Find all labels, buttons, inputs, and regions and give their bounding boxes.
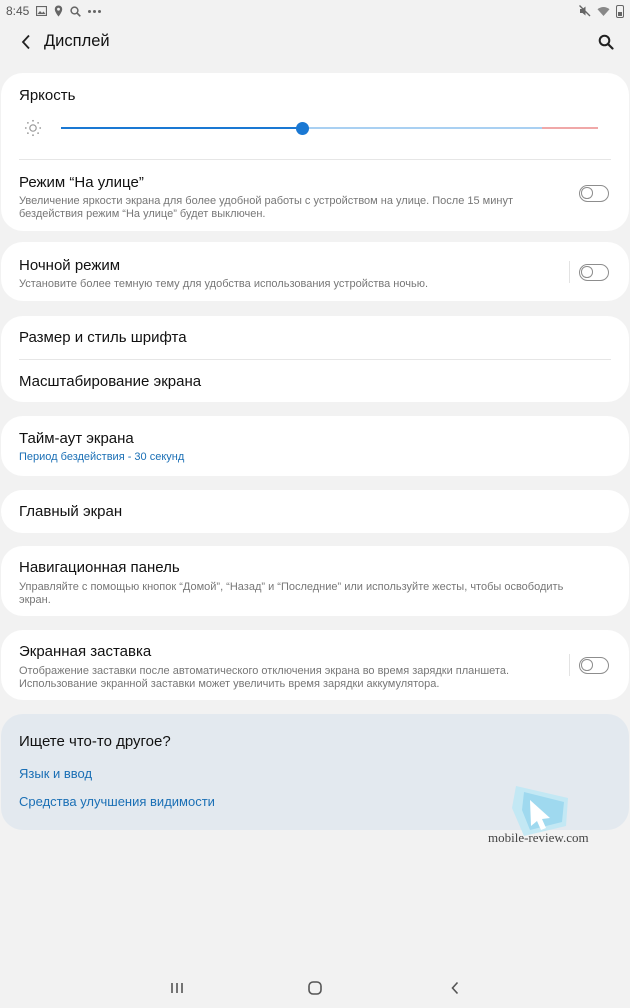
outdoor-mode-subtitle-1: Увеличение яркости экрана для более удобной работы с устройством на улице. После 15 минут bbox=[19, 195, 513, 207]
page-title: Дисплей bbox=[44, 32, 110, 50]
night-mode-toggle[interactable] bbox=[579, 264, 609, 281]
nav-panel-card bbox=[1, 546, 629, 616]
home-screen-title: Главный экран bbox=[19, 503, 123, 520]
brightness-card bbox=[1, 73, 629, 231]
recents-button[interactable] bbox=[163, 976, 191, 1000]
back-nav-button[interactable] bbox=[441, 976, 469, 1000]
font-card bbox=[1, 316, 629, 402]
status-bar bbox=[0, 0, 630, 22]
battery-icon bbox=[616, 5, 624, 18]
nav-panel-title: Навигационная панель bbox=[19, 559, 180, 576]
vertical-separator bbox=[569, 654, 570, 676]
screen-timeout-subtitle: Период бездействия - 30 секунд bbox=[19, 451, 185, 463]
status-time: 8:45 bbox=[6, 4, 30, 18]
screen-timeout-row[interactable] bbox=[1, 416, 629, 476]
back-icon bbox=[450, 981, 460, 995]
wifi-icon bbox=[597, 6, 610, 17]
brightness-slider-track[interactable] bbox=[303, 127, 542, 129]
night-mode-title: Ночной режим bbox=[19, 257, 121, 274]
home-button[interactable] bbox=[301, 976, 329, 1000]
screen-zoom-row[interactable] bbox=[1, 359, 629, 402]
night-mode-row[interactable] bbox=[1, 242, 629, 301]
search-button[interactable] bbox=[594, 30, 618, 54]
timeout-card bbox=[1, 416, 629, 476]
app-bar bbox=[0, 22, 630, 62]
screen-timeout-title: Тайм-аут экрана bbox=[19, 430, 134, 447]
screensaver-title: Экранная заставка bbox=[19, 643, 152, 660]
home-screen-row[interactable] bbox=[1, 490, 629, 533]
watermark-text: mobile-review.com bbox=[488, 830, 589, 845]
brightness-label: Яркость bbox=[19, 87, 76, 104]
home-icon bbox=[307, 980, 323, 996]
more-icon bbox=[88, 10, 101, 13]
outdoor-mode-toggle[interactable] bbox=[579, 185, 609, 202]
screen-zoom-title: Масштабирование экрана bbox=[19, 373, 202, 390]
visibility-enhancements-link[interactable]: Средства улучшения видимости bbox=[19, 794, 215, 809]
location-icon bbox=[54, 5, 63, 17]
gallery-icon bbox=[36, 6, 47, 16]
vertical-separator bbox=[569, 261, 570, 283]
search-icon bbox=[598, 34, 614, 50]
search-icon bbox=[70, 6, 81, 17]
font-size-style-title: Размер и стиль шрифта bbox=[19, 329, 187, 346]
system-nav-bar bbox=[0, 968, 630, 1008]
recents-icon bbox=[170, 981, 184, 995]
nav-panel-row[interactable] bbox=[1, 546, 629, 616]
night-mode-card bbox=[1, 242, 629, 301]
screensaver-toggle[interactable] bbox=[579, 657, 609, 674]
font-size-style-row[interactable] bbox=[1, 316, 629, 359]
outdoor-mode-row[interactable] bbox=[1, 159, 629, 231]
screensaver-row[interactable] bbox=[1, 630, 629, 700]
screensaver-subtitle-1: Отображение заставки после автоматического отключения экрана во время зарядки планшета. bbox=[19, 665, 510, 677]
nav-panel-subtitle-1: Управляйте с помощью кнопок “Домой”, “Назад” и “Последние” или используйте жесты, чтобы освободить bbox=[19, 581, 564, 593]
mute-icon bbox=[579, 5, 591, 17]
outdoor-mode-title: Режим “На улице” bbox=[19, 174, 144, 191]
home-screen-card bbox=[1, 490, 629, 533]
brightness-slider-warm-end bbox=[542, 127, 598, 129]
outdoor-mode-subtitle-2: бездействия режим “На улице” будет выключен. bbox=[19, 208, 266, 220]
brightness-slider-thumb[interactable] bbox=[296, 122, 309, 135]
night-mode-subtitle: Установите более темную тему для удобства использования устройства ночью. bbox=[19, 278, 428, 290]
chevron-left-icon bbox=[21, 34, 31, 50]
back-button[interactable] bbox=[14, 28, 38, 56]
nav-panel-subtitle-2: экран. bbox=[19, 594, 51, 606]
screensaver-subtitle-2: Использование экранной заставки может увеличить время зарядки аккумулятора. bbox=[19, 678, 440, 690]
brightness-sun-icon bbox=[24, 119, 42, 142]
language-input-link[interactable]: Язык и ввод bbox=[19, 766, 93, 781]
screensaver-card bbox=[1, 630, 629, 700]
help-title: Ищете что-то другое? bbox=[19, 733, 171, 750]
brightness-slider-active bbox=[61, 127, 303, 129]
